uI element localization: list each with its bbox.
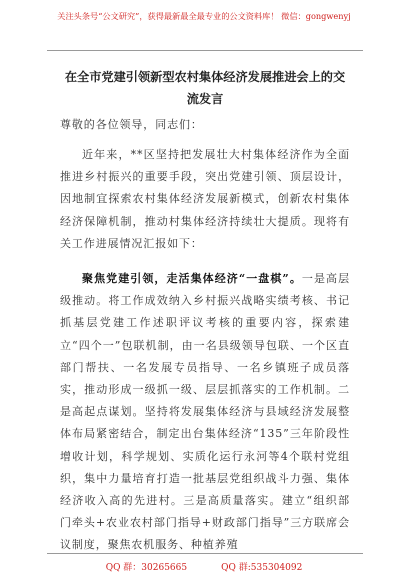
section1-body: 一是高层级推动。将工作成效纳入乡村振兴战略实绩考核、书记抓基层党建工作述职评议考核的重要内容，探索建立“四个一”包联机制，由一名县级领导包联、一个区直部门帮扶、一名发展专员指导、一名乡镇班子成员落实，推动形成一级抓一级、层层抓落实的工作机制。二是高起点谋划。坚持将发展集体经济与县域经济发展整体布局紧密结合，制定出台集体经济“135”三年阶段性增收计划，科学规划、实质化运行永河等4个联村党组织，集中力量培育打造一批基层党组织战斗力强、集体经济收入高的先进村。三是高质量落实。建立“组织部门牵头+农业农村部门指导+财政部门指导”三方联席会议制度，聚焦农机服务、种植养殖 <box>60 272 350 552</box>
header-divider <box>47 50 363 51</box>
intro-paragraph: 近年来，**区坚持把发展壮大村集体经济作为全面推进乡村振兴的重要手段，突出党建引领、顶层设计，因地制宜探索农村集体经济发展新模式，创新农村集体经济保障机制，推动村集体经济持续壮大提质。现将有关工作进展情况汇报如下： <box>60 148 350 250</box>
section1-heading: 聚焦党建引领，走活集体经济“一盘棋”。 <box>82 272 302 285</box>
section1-paragraph <box>60 268 350 557</box>
footer-qq-group-2: QQ 群:535304092 <box>221 563 303 573</box>
footer-qq-group-1: QQ 群：30265665 <box>105 563 188 573</box>
footer-divider <box>47 553 363 554</box>
greeting: 尊敬的各位领导，同志们： <box>60 118 203 131</box>
footer <box>0 560 408 576</box>
document-title: 在全市党建引领新型农村集体经济发展推进会上的交流发言 <box>64 70 346 106</box>
header-banner: 关注头条号“公文研究”，获得最新最全最专业的公文资料库！ 微信：gongwenyj <box>57 11 351 21</box>
